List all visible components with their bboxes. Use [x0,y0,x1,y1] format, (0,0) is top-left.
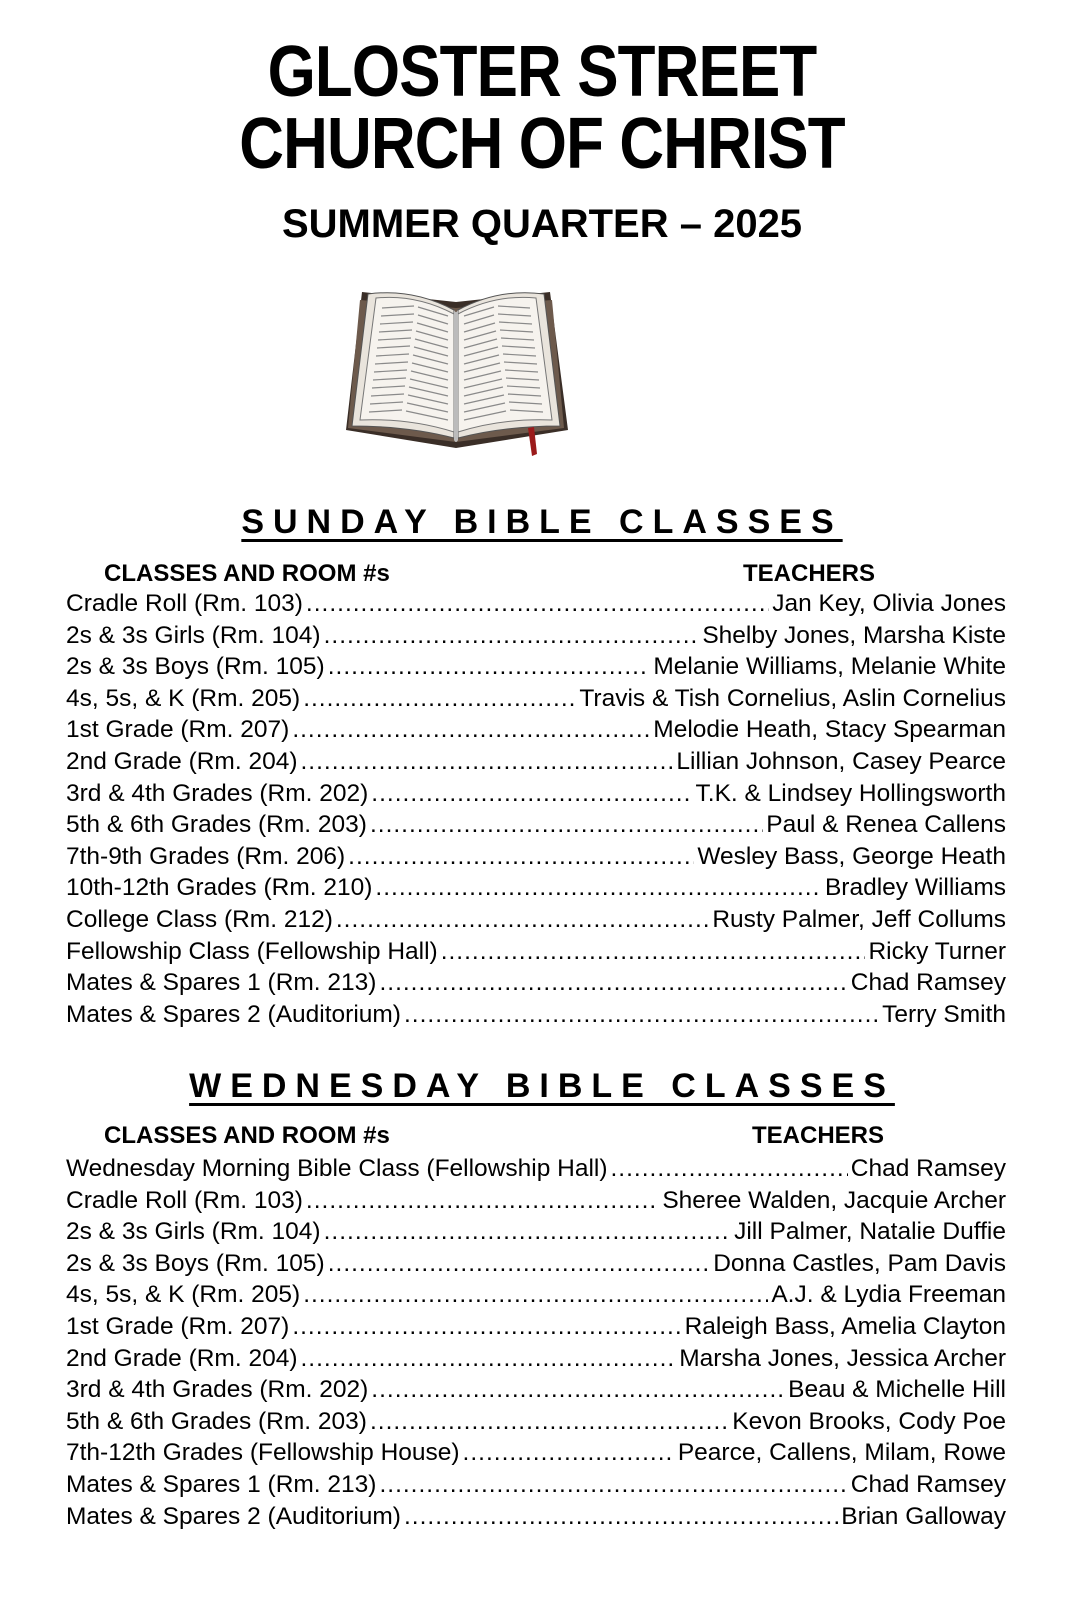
dot-leader [348,841,694,873]
dot-leader [404,999,879,1031]
class-row [66,809,1006,841]
dot-leader [301,1343,677,1375]
teacher-names: Pearce, Callens, Milam, Rowe [677,1439,1006,1467]
dot-leader [324,620,700,652]
open-bible-icon [338,280,574,460]
teacher-names: Melodie Heath, Stacy Spearman [653,716,1006,744]
class-name: 4s, 5s, & K (Rm. 205) [66,1281,301,1309]
dot-leader [328,1248,711,1280]
class-name: 2s & 3s Girls (Rm. 104) [66,1218,321,1246]
class-name: 2s & 3s Boys (Rm. 105) [66,1249,325,1277]
teacher-names: Raleigh Bass, Amelia Clayton [684,1312,1006,1340]
class-name: Mates & Spares 2 (Auditorium) [66,1502,401,1530]
class-row [66,683,1006,715]
class-name: 2nd Grade (Rm. 204) [66,747,298,775]
class-row [66,778,1006,810]
class-name: 7th-9th Grades (Rm. 206) [66,842,346,870]
dot-leader [336,904,709,936]
sunday-classes-column-header: CLASSES AND ROOM #s [104,560,390,587]
class-row [66,936,1006,968]
class-row [66,620,1006,652]
class-row [66,651,1006,683]
class-row [66,1501,1006,1533]
teacher-names: Lillian Johnson, Casey Pearce [676,747,1006,775]
class-row [66,1374,1006,1406]
sunday-class-list [66,588,1006,1030]
dot-leader [292,1311,681,1343]
dot-leader [404,1501,838,1533]
teacher-names: Melanie Williams, Melanie White [653,653,1006,681]
class-name: 5th & 6th Grades (Rm. 203) [66,811,367,839]
class-row [66,1469,1006,1501]
teacher-names: Kevon Brooks, Cody Poe [732,1407,1006,1435]
dot-leader [328,651,651,683]
class-row [66,841,1006,873]
wednesday-teachers-column-header: TEACHERS [752,1122,885,1149]
teacher-names: Sheree Walden, Jacquie Archer [662,1186,1006,1214]
class-row [66,1437,1006,1469]
teacher-names: A.J. & Lydia Freeman [771,1281,1006,1309]
class-name: Cradle Roll (Rm. 103) [66,1186,303,1214]
dot-leader [371,1374,785,1406]
class-name: Mates & Spares 1 (Rm. 213) [66,1470,377,1498]
teacher-names: Jill Palmer, Natalie Duffie [734,1218,1006,1246]
teacher-names: Jan Key, Olivia Jones [772,590,1006,617]
dot-leader [370,809,763,841]
class-row [66,1311,1006,1343]
wednesday-class-list [66,1153,1006,1532]
class-name: Mates & Spares 1 (Rm. 213) [66,969,377,997]
dot-leader [301,746,674,778]
class-name: Mates & Spares 2 (Auditorium) [66,1000,401,1028]
class-name: College Class (Rm. 212) [66,905,333,933]
quarter-subtitle: SUMMER QUARTER – 2025 [281,202,803,246]
class-name: 1st Grade (Rm. 207) [66,1312,290,1340]
dot-leader [611,1153,848,1185]
teacher-names: Beau & Michelle Hill [788,1376,1006,1404]
teacher-names: Rusty Palmer, Jeff Collums [712,905,1006,933]
dot-leader [306,1185,659,1217]
teacher-names: Ricky Turner [868,937,1006,965]
class-row [66,904,1006,936]
class-row [66,588,1006,620]
church-title-line-1: GLOSTER STREET [267,32,817,112]
class-row [66,872,1006,904]
class-name: 5th & 6th Grades (Rm. 203) [66,1407,367,1435]
class-name: Wednesday Morning Bible Class (Fellowship Hall) [66,1155,608,1182]
dot-leader [303,1279,768,1311]
class-name: 2s & 3s Girls (Rm. 104) [66,621,321,649]
teacher-names: Chad Ramsey [850,1470,1006,1498]
class-name: 10th-12th Grades (Rm. 210) [66,874,373,902]
dot-leader [292,714,650,746]
dot-leader [303,683,576,715]
teacher-names: Wesley Bass, George Heath [697,842,1006,870]
sunday-classes-heading: SUNDAY BIBLE CLASSES [241,503,843,541]
dot-leader [371,778,692,810]
class-name: 1st Grade (Rm. 207) [66,716,290,744]
class-row [66,746,1006,778]
class-row [66,1343,1006,1375]
class-name: 3rd & 4th Grades (Rm. 202) [66,779,369,807]
teacher-names: Travis & Tish Cornelius, Aslin Cornelius [579,684,1006,712]
class-row [66,999,1006,1031]
class-name: Fellowship Class (Fellowship Hall) [66,937,438,965]
wednesday-classes-heading: WEDNESDAY BIBLE CLASSES [189,1067,895,1105]
dot-leader [441,936,866,968]
church-title-line-2: CHURCH OF CHRIST [239,104,845,184]
class-row [66,1216,1006,1248]
class-row [66,1279,1006,1311]
class-row [66,1248,1006,1280]
class-name: 2s & 3s Boys (Rm. 105) [66,653,325,681]
teacher-names: Donna Castles, Pam Davis [713,1249,1006,1277]
class-name: Cradle Roll (Rm. 103) [66,590,303,617]
teacher-names: Chad Ramsey [850,969,1006,997]
class-name: 3rd & 4th Grades (Rm. 202) [66,1376,369,1404]
dot-leader [379,1469,847,1501]
teacher-names: Brian Galloway [841,1502,1006,1530]
dot-leader [375,872,822,904]
teacher-names: Chad Ramsey [850,1155,1006,1182]
teacher-names: T.K. & Lindsey Hollingsworth [695,779,1006,807]
class-name: 2nd Grade (Rm. 204) [66,1344,298,1372]
class-row [66,1153,1006,1185]
class-row [66,967,1006,999]
dot-leader [306,588,769,620]
teacher-names: Terry Smith [882,1000,1006,1028]
wednesday-classes-column-header: CLASSES AND ROOM #s [104,1122,390,1149]
sunday-teachers-column-header: TEACHERS [743,560,876,587]
teacher-names: Bradley Williams [824,874,1006,902]
dot-leader [324,1216,732,1248]
dot-leader [370,1406,729,1438]
class-row [66,1406,1006,1438]
class-row [66,714,1006,746]
teacher-names: Shelby Jones, Marsha Kiste [702,621,1006,649]
class-row [66,1185,1006,1217]
class-name: 4s, 5s, & K (Rm. 205) [66,684,301,712]
dot-leader [463,1437,675,1469]
teacher-names: Paul & Renea Callens [766,811,1006,839]
dot-leader [379,967,847,999]
class-name: 7th-12th Grades (Fellowship House) [66,1439,460,1467]
teacher-names: Marsha Jones, Jessica Archer [679,1344,1006,1372]
